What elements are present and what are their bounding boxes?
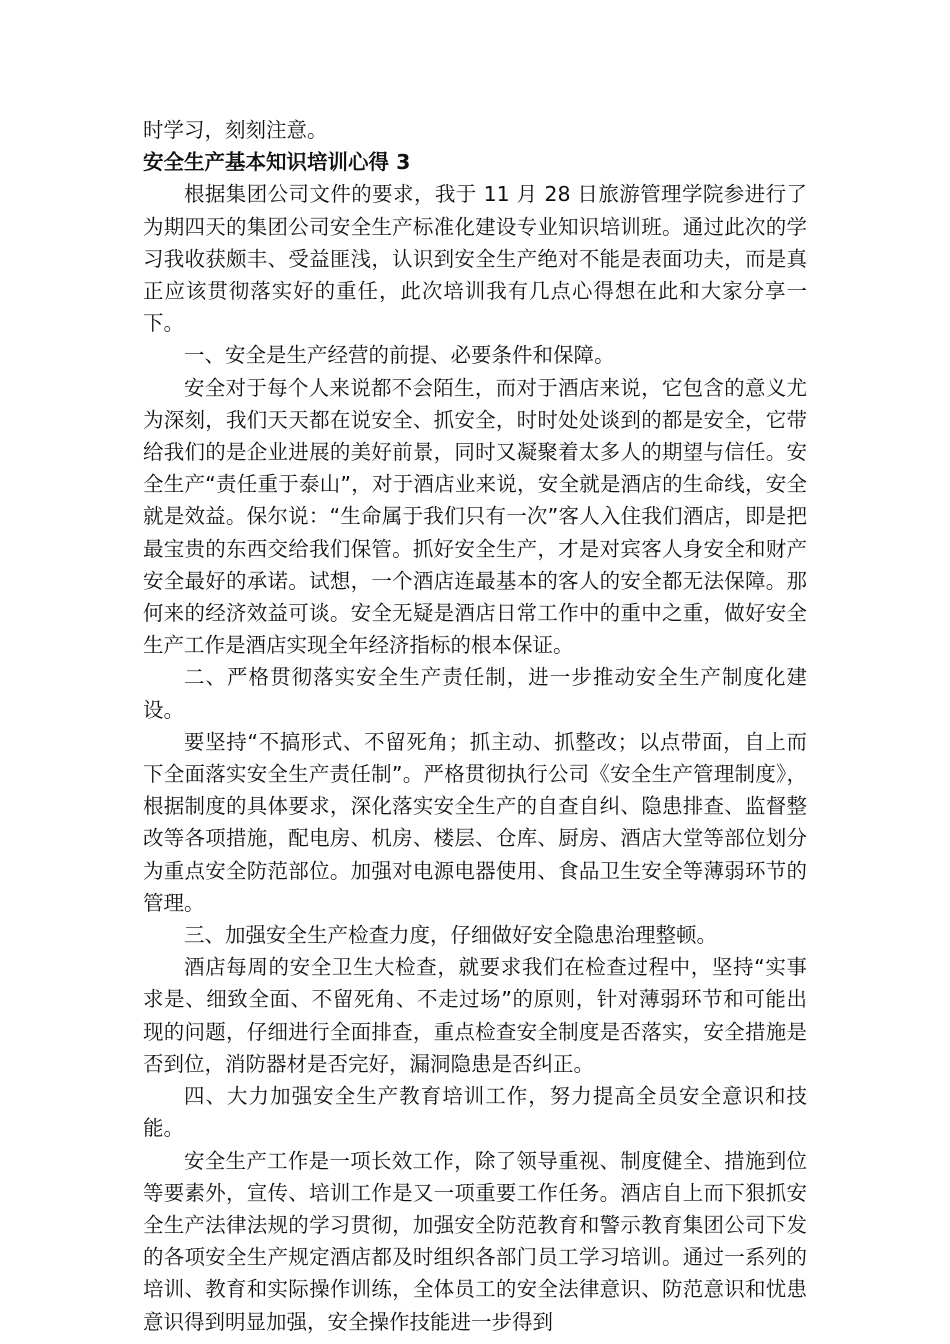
point-two-heading: 二、严格贯彻落实安全生产责任制，进一步推动安全生产制度化建设。: [143, 665, 807, 722]
point-two-body: 要坚持“不搞形式、不留死角；抓主动、抓整改；以点带面，自上而下全面落实安全生产责任制”。严格贯彻执行公司《安全生产管理制度》，根据制度的具体要求，深化落实安全生产的自查自纠、隐患排查、监督整改等各项措施，配电房、机房、楼层、仓库、厨房、酒店大堂等部位划分为重点安全防范部位。加强对电源电器使用、食品卫生安全等薄弱环节的管理。: [143, 729, 807, 915]
section-title: 安全生产基本知识培训心得 3: [143, 150, 411, 175]
point-four-heading: 四、大力加强安全生产教育培训工作，努力提高全员安全意识和技能。: [143, 1084, 807, 1141]
lead-in-text: 时学习，刻刻注意。: [143, 118, 328, 142]
point-three-body: 酒店每周的安全卫生大检查，就要求我们在检查过程中，坚持“实事求是、细致全面、不留死角、不走过场”的原则，针对薄弱环节和可能出现的问题，仔细进行全面排查，重点检查安全制度是否落实，安全措施是否到位，消防器材是否完好，漏洞隐患是否纠正。: [143, 955, 807, 1076]
point-one-body: 安全对于每个人来说都不会陌生，而对于酒店来说，它包含的意义尤为深刻，我们天天都在说安全、抓安全，时时处处谈到的都是安全，它带给我们的是企业进展的美好前景，同时又凝聚着太多人的期望与信任。安全生产“责任重于泰山”，对于酒店业来说，安全就是酒店的生命线，安全就是效益。保尔说：“生命属于我们只有一次”客人入住我们酒店，即是把最宝贵的东西交给我们保管。抓好安全生产，才是对宾客人身安全和财产安全最好的承诺。试想，一个酒店连最基本的客人的安全都无法保障。那何来的经济效益可谈。安全无疑是酒店日常工作中的重中之重，做好安全生产工作是酒店实现全年经济指标的根本保证。: [143, 375, 807, 658]
document-page: [143, 114, 807, 1338]
point-four-body: 安全生产工作是一项长效工作，除了领导重视、制度健全、措施到位等要素外，宣传、培训工作是又一项重要工作任务。酒店自上而下狠抓安全生产法律法规的学习贯彻，加强安全防范教育和警示教育集团公司下发的各项安全生产规定酒店都及时组织各部门员工学习培训。通过一系列的培训、教育和实际操作训练，全体员工的安全法律意识、防范意识和忧患意识得到明显加强，安全操作技能进一步得到: [143, 1148, 807, 1334]
point-three-heading: 三、加强安全生产检查力度，仔细做好安全隐患治理整顿。: [184, 923, 717, 948]
paragraph-intro: 根据集团公司文件的要求，我于 11 月 28 日旅游管理学院参进行了为期四天的集团公司安全生产标准化建设专业知识培训班。通过此次的学习我收获颇丰、受益匪浅，认识到安全生产绝对不能是表面功夫，而是真正应该贯彻落实好的重任，此次培训我有几点心得想在此和大家分享一下。: [143, 182, 807, 336]
point-one-heading: 一、安全是生产经营的前提、必要条件和保障。: [184, 343, 615, 368]
